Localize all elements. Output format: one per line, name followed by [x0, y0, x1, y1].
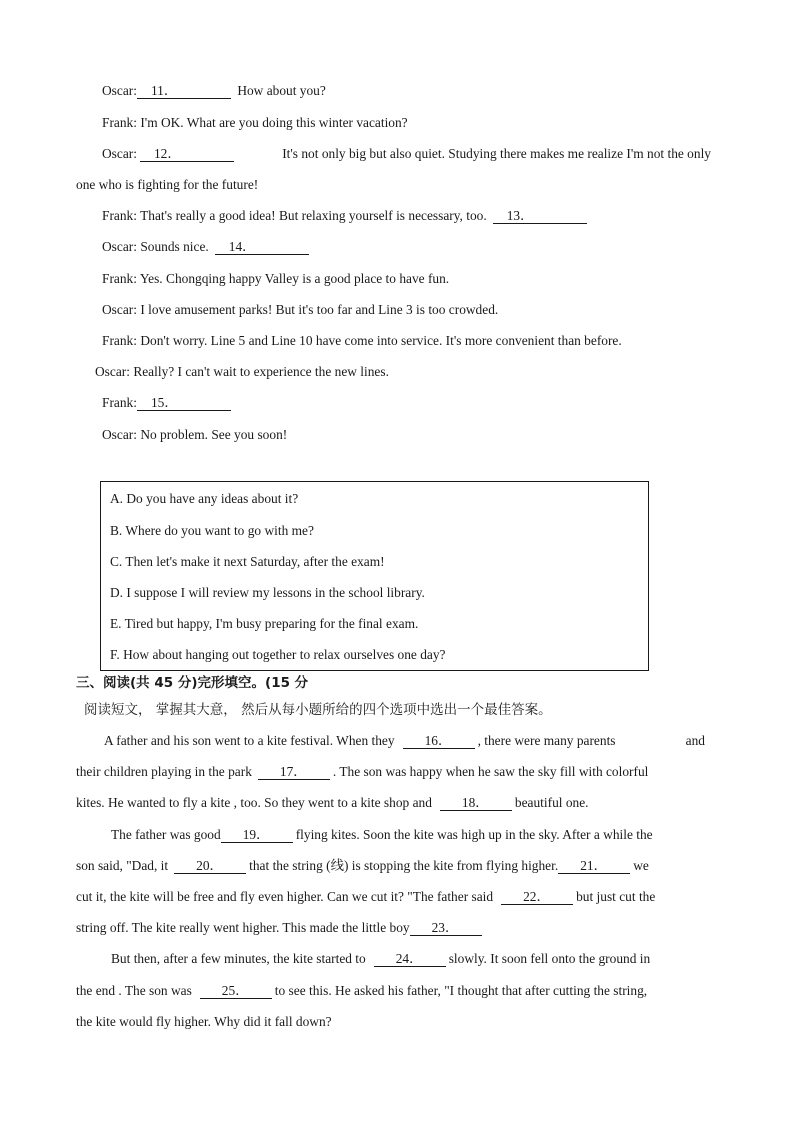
dialogue-line-8 — [102, 332, 622, 350]
speaker: Frank: — [102, 333, 137, 348]
passage-line-1: A father and his son went to a kite festival. When they 16． , there were many parents and — [104, 733, 705, 748]
dialogue-text: Really? I can't wait to experience the new lines. — [133, 364, 389, 379]
dialogue-line-11 — [102, 426, 287, 444]
dialogue-line-7 — [102, 301, 498, 319]
answer-blank-14[interactable]: 14． — [215, 239, 309, 255]
dialogue-line-9 — [95, 363, 389, 381]
dialogue-text: That's really a good idea! But relaxing yourself is necessary, too. — [140, 208, 487, 223]
answer-blank-13[interactable]: 13． — [493, 208, 587, 224]
dialogue-text: Yes. Chongqing happy Valley is a good place to have fun. — [139, 271, 450, 286]
dialogue-line-6 — [102, 270, 449, 288]
answer-blank-17[interactable]: 17． — [258, 764, 330, 780]
dialogue-line-1 — [102, 82, 326, 100]
dialogue-text: I love amusement parks! But it's too far and Line 3 is too crowded. — [140, 302, 499, 317]
dialogue-text: No problem. See you soon! — [140, 427, 288, 442]
answer-blank-25[interactable]: 25． — [200, 983, 272, 999]
option-d[interactable]: D. I suppose I will review my lessons in the school library. — [110, 585, 425, 600]
dialogue-text: one who is fighting for the future! — [76, 177, 259, 192]
speaker: Frank: — [102, 115, 137, 130]
passage-line-9: the end . The son was 25． to see this. He asked his father, "I thought that after cutting the string, — [76, 983, 648, 998]
answer-blank-24[interactable]: 24． — [374, 951, 446, 967]
passage-line-5: son said, "Dad, it 20． that the string (线) is stopping the kite from flying higher. 21． we — [76, 858, 649, 873]
answer-blank-12[interactable]: 12． — [140, 146, 234, 162]
speaker: Oscar: — [102, 146, 137, 161]
dialogue-line-5 — [102, 238, 312, 256]
speaker: Frank: — [102, 271, 137, 286]
speaker: Oscar: — [102, 83, 137, 98]
passage-line-7: string off. The kite really went higher. This made the little boy 23． — [76, 919, 485, 937]
dialogue-text: I'm OK. What are you doing this winter vacation? — [140, 115, 408, 130]
answer-blank-23[interactable]: 23． — [410, 920, 482, 936]
dialogue-line-3 — [102, 145, 711, 163]
section-instruction: 阅读短文， 掌握其大意， 然后从每小题所给的四个选项中选出一个最佳答案。 — [84, 702, 552, 718]
answer-blank-15[interactable]: 15． — [137, 395, 231, 411]
answer-blank-11[interactable]: 11． — [137, 83, 231, 99]
passage-line-4: The father was good 19． flying kites. Soon the kite was high up in the sky. After a while the — [111, 827, 653, 842]
passage-line-3: kites. He wanted to fly a kite , too. So they went to a kite shop and 18． beautiful one. — [76, 795, 589, 810]
passage-line-8: But then, after a few minutes, the kite started to 24． slowly. It soon fell onto the ground in — [111, 951, 651, 966]
answer-blank-18[interactable]: 18． — [440, 795, 512, 811]
option-f[interactable]: F. How about hanging out together to relax ourselves one day? — [110, 647, 446, 662]
answer-blank-22[interactable]: 22． — [501, 889, 573, 905]
dialogue-text: It's not only big but also quiet. Studying there makes me realize I'm not the only — [282, 146, 711, 161]
speaker: Frank: — [102, 208, 137, 223]
dialogue-text: How about you? — [237, 83, 326, 98]
option-a[interactable]: A. Do you have any ideas about it? — [110, 491, 299, 506]
answer-blank-21[interactable]: 21． — [558, 858, 630, 874]
option-b[interactable]: B. Where do you want to go with me? — [110, 523, 314, 538]
option-e[interactable]: E. Tired but happy, I'm busy preparing for the final exam. — [110, 616, 419, 631]
section-heading: 三、阅读(共 45 分)完形填空。(15 分 — [76, 675, 309, 691]
speaker: Oscar: — [102, 302, 137, 317]
answer-blank-20[interactable]: 20． — [174, 858, 246, 874]
passage-line-2: their children playing in the park 17． . The son was happy when he saw the sky fill with colorful — [76, 764, 649, 779]
speaker: Oscar: — [95, 364, 130, 379]
speaker: Oscar: — [102, 427, 137, 442]
passage-line-10: the kite would fly higher. Why did it fall down? — [76, 1014, 332, 1029]
passage-line-6: cut it, the kite will be free and fly even higher. Can we cut it? "The father said 22． but just cut the — [76, 889, 656, 904]
dialogue-line-10 — [102, 394, 234, 412]
answer-blank-19[interactable]: 19． — [221, 827, 293, 843]
dialogue-line-3-cont — [76, 176, 258, 194]
dialogue-line-4 — [102, 207, 590, 225]
answer-blank-16[interactable]: 16． — [403, 733, 475, 749]
speaker: Oscar: — [102, 239, 137, 254]
speaker: Frank: — [102, 395, 137, 410]
dialogue-line-2 — [102, 114, 408, 132]
options-box — [100, 481, 649, 671]
dialogue-text: Sounds nice. — [140, 239, 209, 254]
dialogue-text: Don't worry. Line 5 and Line 10 have come into service. It's more convenient than before. — [140, 333, 622, 348]
option-c[interactable]: C. Then let's make it next Saturday, after the exam! — [110, 554, 385, 569]
